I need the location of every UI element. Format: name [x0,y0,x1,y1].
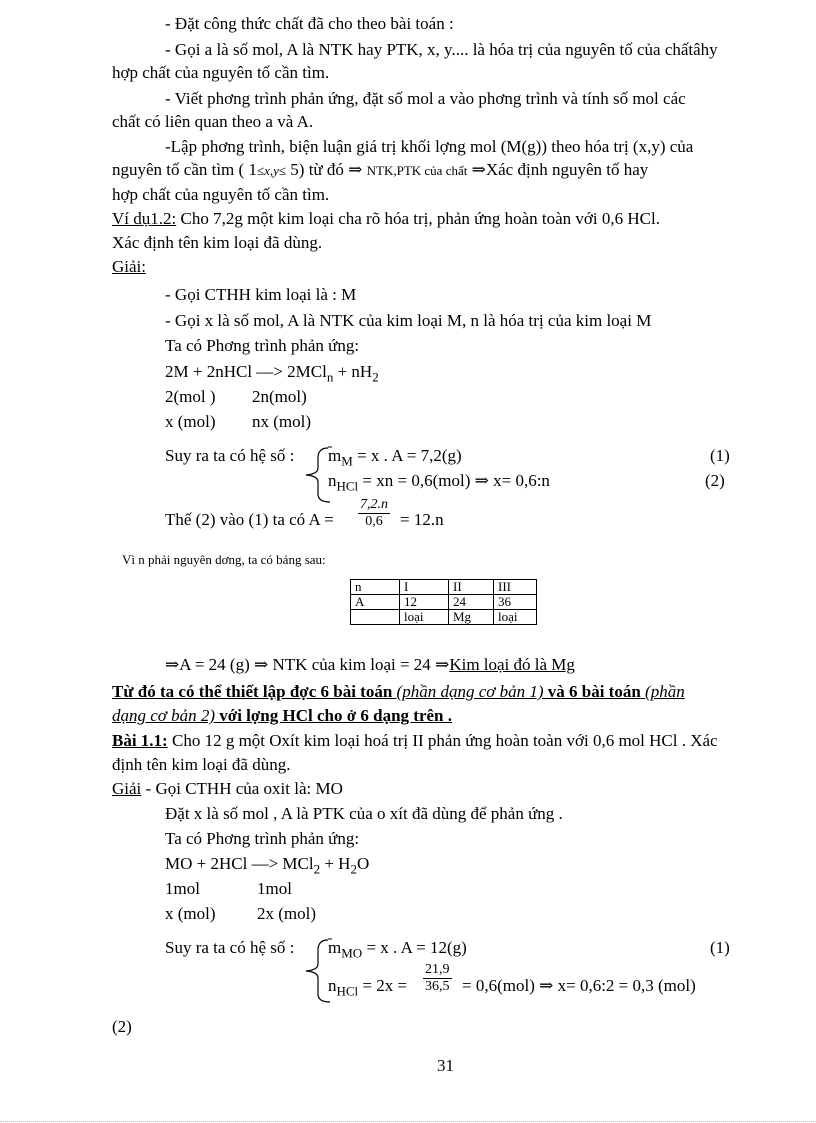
system-brace [292,444,332,506]
exercise-reaction: MO + 2HCl —> $MCl_2 + H_2O$ [165,854,370,877]
table-cell: loại [494,610,537,625]
table-cell: Mg [449,610,494,625]
bold-paragraph-line-1: Từ đó ta có thể thiết lập đợc 6 bài toán (phần dạng cơ bản 1) và 6 bài toán (phần [112,682,685,701]
exercise-step-2: Đặt x là số mol , A là PTK của o xít đã dùng để phản ứng . [165,804,563,823]
exercise-system-label: Suy ra ta có hệ số : [165,938,295,957]
intro-line-3b: chất có liên quan theo a và A. [112,112,314,131]
exercise-1-1-text2: định tên kim loại đã dùng. [112,755,291,774]
conclusion-line: ⇒A = 24 (g) ⇒ NTK của kim loại = 24 ⇒Kim loại đó là Mg [165,655,575,674]
implies-icon: ⇒ [435,655,450,674]
exercise-eq-number-1: (1) [710,938,730,957]
eq-number-2: (2) [705,471,725,490]
solution-step-1: - Gọi CTHH kim loại là : M [165,285,357,304]
page-number: 31 [437,1056,454,1075]
system-label: Suy ra ta có hệ số : [165,446,295,465]
exercise-mol-row-2: x (mol) [165,904,216,923]
implies-icon: ⇒ [254,655,269,674]
fraction-21-9: $\frac{21,9}{36,5}$ [425,962,450,994]
exercise-eq-2: $n_{HCl} = 2x$ = [328,976,408,999]
table-cell: n [351,580,400,595]
table-row [351,595,537,610]
reaction-mol-row-2: x (mol) [165,412,216,431]
substitution-line: Thế (2) vào (1) ta có A = [165,510,334,529]
table-cell: I [400,580,449,595]
exercise-1-1-heading: Bài 1.1: Cho 12 g một Oxít kim loại hoá trị II phản ứng hoàn toàn với 0,6 mol HCl . Xác [112,731,718,750]
exercise-eq-1: $m_{MO} = x$ . A = 12(g) [328,938,467,961]
table-cell: 36 [494,595,537,610]
table-cell: 24 [449,595,494,610]
intro-line-1: - Đặt công thức chất đã cho theo bài toán : [165,14,454,33]
fraction-7-2n: $\frac{7,2.n}{0,6}$ [360,497,388,529]
intro-line-4c: hợp chất của nguyên tố cần tìm. [112,185,330,204]
implies-icon: ⇒ [165,655,180,674]
table-cell: A [351,595,400,610]
table-row [351,610,537,625]
exercise-eq-2-result: = 0,6(mol) ⇒ x= 0,6:2 = 0,3 (mol) [462,976,696,995]
exercise-step-3: Ta có Phơng trình phản ứng: [165,829,360,848]
intro-line-2a: - Gọi a là số mol, A là NTK hay PTK, x, y.... là hóa trị của nguyên tố của chấtâhy [165,40,718,59]
implies-icon: ⇒ [539,976,554,995]
example-1-2-heading: Ví dụ1.2: Cho 7,2g một kim loại cha rõ hóa trị, phản ứng hoàn toàn với 0,6 HCl. [112,209,660,228]
intro-line-4b: nguyên tố cần tìm ( 1≤x,y≤ 5) từ đó ⇒ NTK,PTK của chất ⇒Xác định nguyên tố hay [112,160,649,179]
implies-icon: ⇒ [471,160,486,179]
bold-paragraph-line-2: dạng cơ bản 2) với lợng HCl cho ở 6 dạng trên . [112,706,453,725]
fraction-result: = 12.n [400,510,444,529]
le-icon: ≤ [278,163,287,178]
example-1-2-text2: Xác định tên kim loại đã dùng. [112,233,323,252]
exercise-mol-row-1b: 1mol [257,879,292,898]
implies-icon: ⇒ [348,160,363,179]
table-cell: 12 [400,595,449,610]
intro-line-3a: - Viết phơng trình phản ứng, đặt số mol a vào phơng trình và tính số mol các [165,89,686,108]
table-row [351,580,537,595]
reaction-equation: 2M + 2nHCl —> $2MCl_n + nH_2$ [165,362,379,385]
reaction-mol-row-2b: nx (mol) [252,412,312,431]
table-cell: II [449,580,494,595]
eq-number-1: (1) [710,446,730,465]
valence-table [350,579,537,625]
intro-line-2b: hợp chất của nguyên tố cần tìm. [112,63,330,82]
implies-icon: ⇒ [474,471,489,490]
reaction-mol-row-1: 2(mol ) [165,387,216,406]
solution-step-2: - Gọi x là số mol, A là NTK của kim loại M, n là hóa trị của kim loại M [165,311,652,330]
exercise-system-brace [292,936,332,1006]
exercise-mol-row-1: 1mol [165,879,200,898]
solution-label: Giải: [112,257,146,276]
le-icon: ≤ [256,163,265,178]
exercise-mol-row-2b: 2x (mol) [257,904,317,923]
exercise-1-1-solution: Giải - Gọi CTHH của oxit là: MO [112,779,343,798]
system-eq-1: $m_M = x$ . A = 7,2(g) [328,446,462,469]
table-intro: Vì n phải nguyên dơng, ta có bảng sau: [122,552,326,567]
reaction-mol-row-1b: 2n(mol) [252,387,307,406]
page-bottom-rule [0,1121,816,1122]
table-cell: III [494,580,537,595]
solution-step-3: Ta có Phơng trình phản ứng: [165,336,360,355]
system-eq-2: $n_{HCl}$ = xn = 0,6(mol) ⇒ x= 0,6:n [328,471,550,494]
table-cell: loại [400,610,449,625]
intro-line-4a: -Lập phơng trình, biện luận giá trị khối lợng mol (M(g)) theo hóa trị (x,y) của [165,137,694,156]
table-cell [351,610,400,625]
eq-number-tail: (2) [112,1017,132,1036]
